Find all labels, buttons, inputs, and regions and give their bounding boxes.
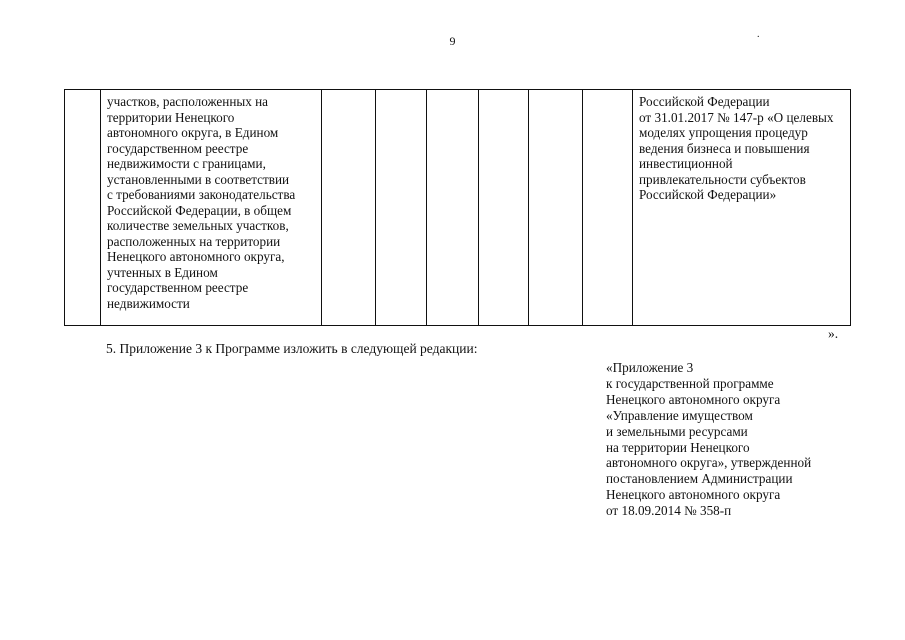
amendment-instruction: 5. Приложение 3 к Программе изложить в следующей редакции:	[106, 341, 478, 356]
table-cell-value	[529, 90, 583, 326]
corner-mark: .	[757, 29, 760, 40]
program-indicator-table	[64, 89, 851, 326]
table-cell-value	[479, 90, 529, 326]
table-cell-legal-basis: Российской Федерации от 31.01.2017 № 147-р «О целевых моделях упрощения процедур ведения бизнеса и повышения инвестиционной привлекательности субъектов Российской Федерации»	[633, 90, 851, 326]
table-row	[65, 90, 851, 326]
table-cell-value	[427, 90, 479, 326]
table-cell-number	[65, 90, 101, 326]
table-cell-value	[583, 90, 633, 326]
table-cell-value	[376, 90, 427, 326]
table-cell-indicator-description: участков, расположенных на территории Ненецкого автономного округа, в Едином государственном реестре недвижимости с границами, установленными в соответствии с требованиями законодательства Российской Федерации, в общем количестве земельных участков, расположенных на территории Ненецкого автономного округа, учтенных в Едином государственном реестре недвижимости	[101, 90, 322, 326]
page-number: 9	[449, 34, 456, 48]
table-cell-value	[322, 90, 376, 326]
appendix-header-block: «Приложение 3 к государственной программе Ненецкого автономного округа «Управление имуществом и земельными ресурсами на территории Ненецкого автономного округа», утвержденной постановлением Администрации Ненецкого автономного округа от 18.09.2014 № 358-п	[606, 360, 812, 519]
closing-quote-mark: ».	[828, 326, 839, 341]
